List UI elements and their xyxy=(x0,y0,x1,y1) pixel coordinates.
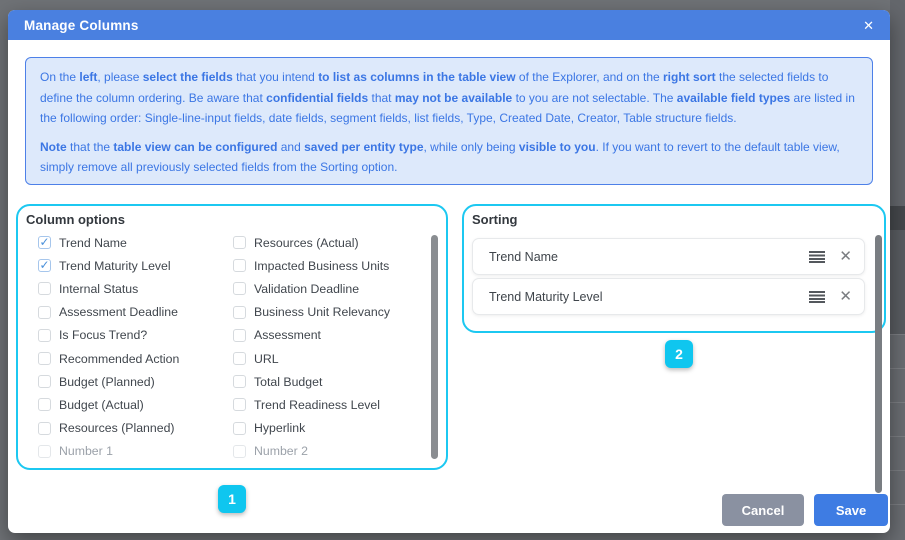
column-option-label: Internal Status xyxy=(59,281,139,296)
save-button[interactable]: Save xyxy=(814,494,888,526)
column-option-label: Resources (Planned) xyxy=(59,421,175,436)
info-paragraph: On the left, please select the fields that you intend to list as columns in the table view of the Explorer, and on the right sort the selected fields to define the column ordering. Be aware that confidential fields that may not be available to you are not selectable. The available field types are listed in the following order: Single-line-input fields, date fields, segment fields, list fields, Type, Created Date, Creator, Table structure fields. xyxy=(40,70,855,125)
checkbox-icon[interactable] xyxy=(233,329,246,342)
checkbox-checked-icon[interactable]: ✓ xyxy=(39,258,50,273)
step-badge-2: 2 xyxy=(665,340,693,368)
modal-scrollbar[interactable] xyxy=(875,235,882,493)
column-option-label: Impacted Business Units xyxy=(254,258,390,273)
column-option-label: Validation Deadline xyxy=(254,281,360,296)
column-option-label: Budget (Planned) xyxy=(59,374,155,389)
column-options-list-right xyxy=(233,231,390,463)
column-option-total-budget[interactable] xyxy=(233,370,390,393)
column-option-label: Budget (Actual) xyxy=(59,397,144,412)
checkbox-icon[interactable] xyxy=(38,375,51,388)
column-option-label: Resources (Actual) xyxy=(254,235,359,250)
column-option-label: Trend Readiness Level xyxy=(254,397,381,412)
checkbox-icon[interactable] xyxy=(38,398,51,411)
remove-icon[interactable]: ✕ xyxy=(839,288,852,305)
column-option-label: Is Focus Trend? xyxy=(59,328,148,343)
column-option-business-unit-relevancy[interactable] xyxy=(233,301,390,324)
remove-icon[interactable]: ✕ xyxy=(839,248,852,265)
column-option-trend-maturity-level[interactable] xyxy=(38,254,179,277)
column-option-label: Trend Name xyxy=(59,235,127,250)
checkbox-icon[interactable] xyxy=(233,445,246,458)
checkbox-icon[interactable] xyxy=(233,422,246,435)
checkbox-icon[interactable] xyxy=(233,352,246,365)
column-option-impacted-business-units[interactable] xyxy=(233,254,390,277)
checkbox-icon[interactable] xyxy=(233,259,246,272)
cancel-button[interactable]: Cancel xyxy=(722,494,804,526)
sorting-panel xyxy=(462,204,886,333)
checkbox-checked-icon[interactable]: ✓ xyxy=(39,235,50,250)
checkbox-icon[interactable] xyxy=(38,306,51,319)
sorting-title: Sorting xyxy=(472,212,518,227)
manage-columns-modal xyxy=(8,10,890,533)
column-option-label: Number 2 xyxy=(254,444,308,459)
sorting-row-trend-name[interactable] xyxy=(472,238,865,275)
checkbox-icon[interactable] xyxy=(233,282,246,295)
sorting-row-trend-maturity-level[interactable] xyxy=(472,278,865,315)
column-option-budget-actual[interactable] xyxy=(38,393,179,416)
column-options-scrollbar[interactable] xyxy=(431,235,438,459)
checkbox-icon[interactable] xyxy=(38,329,51,342)
info-paragraph: Note that the table view can be configured and saved per entity type, while only being visible to you. If you want to revert to the default table view, simply remove all previously selected fields from the Sorting option. xyxy=(40,139,840,174)
column-option-label: Assessment xyxy=(254,328,321,343)
column-option-label: URL xyxy=(254,351,279,366)
column-option-recommended-action[interactable] xyxy=(38,347,179,370)
column-option-number-1[interactable] xyxy=(38,440,179,463)
column-option-assessment[interactable] xyxy=(233,324,390,347)
column-option-trend-readiness-level[interactable] xyxy=(233,393,390,416)
sorting-row-label: Trend Maturity Level xyxy=(489,289,603,304)
column-option-resources-actual[interactable] xyxy=(233,231,390,254)
column-option-resources-planned[interactable] xyxy=(38,417,179,440)
drag-handle-icon[interactable] xyxy=(809,251,825,263)
step-badge-1: 1 xyxy=(218,485,246,513)
column-option-internal-status[interactable] xyxy=(38,277,179,300)
checkbox-icon[interactable] xyxy=(233,375,246,388)
drag-handle-icon[interactable] xyxy=(809,291,825,303)
column-option-label: Business Unit Relevancy xyxy=(254,305,391,320)
modal-title: Manage Columns xyxy=(24,17,139,33)
column-option-label: Trend Maturity Level xyxy=(59,258,171,273)
info-box xyxy=(25,57,873,185)
column-option-label: Number 1 xyxy=(59,444,113,459)
column-option-label: Hyperlink xyxy=(254,421,306,436)
column-option-label: Recommended Action xyxy=(59,351,180,366)
column-option-number-2[interactable] xyxy=(233,440,390,463)
column-option-assessment-deadline[interactable] xyxy=(38,301,179,324)
sorting-row-label: Trend Name xyxy=(489,249,559,264)
column-option-hyperlink[interactable] xyxy=(233,417,390,440)
column-option-label: Assessment Deadline xyxy=(59,305,178,320)
modal-header xyxy=(8,10,890,40)
column-option-trend-name[interactable] xyxy=(38,231,179,254)
column-option-validation-deadline[interactable] xyxy=(233,277,390,300)
checkbox-icon[interactable] xyxy=(38,445,51,458)
checkbox-icon[interactable] xyxy=(38,352,51,365)
column-options-title: Column options xyxy=(26,212,125,227)
column-option-is-focus-trend[interactable] xyxy=(38,324,179,347)
checkbox-icon[interactable] xyxy=(233,306,246,319)
close-icon[interactable]: ✕ xyxy=(863,17,874,33)
column-option-label: Total Budget xyxy=(254,374,323,389)
column-options-panel xyxy=(16,204,448,470)
column-options-list-left xyxy=(38,231,179,463)
checkbox-icon[interactable] xyxy=(233,398,246,411)
background-page-sliver xyxy=(890,0,905,540)
checkbox-icon[interactable] xyxy=(233,236,246,249)
checkbox-icon[interactable] xyxy=(38,282,51,295)
checkbox-icon[interactable] xyxy=(38,422,51,435)
column-option-budget-planned[interactable] xyxy=(38,370,179,393)
column-option-url[interactable] xyxy=(233,347,390,370)
